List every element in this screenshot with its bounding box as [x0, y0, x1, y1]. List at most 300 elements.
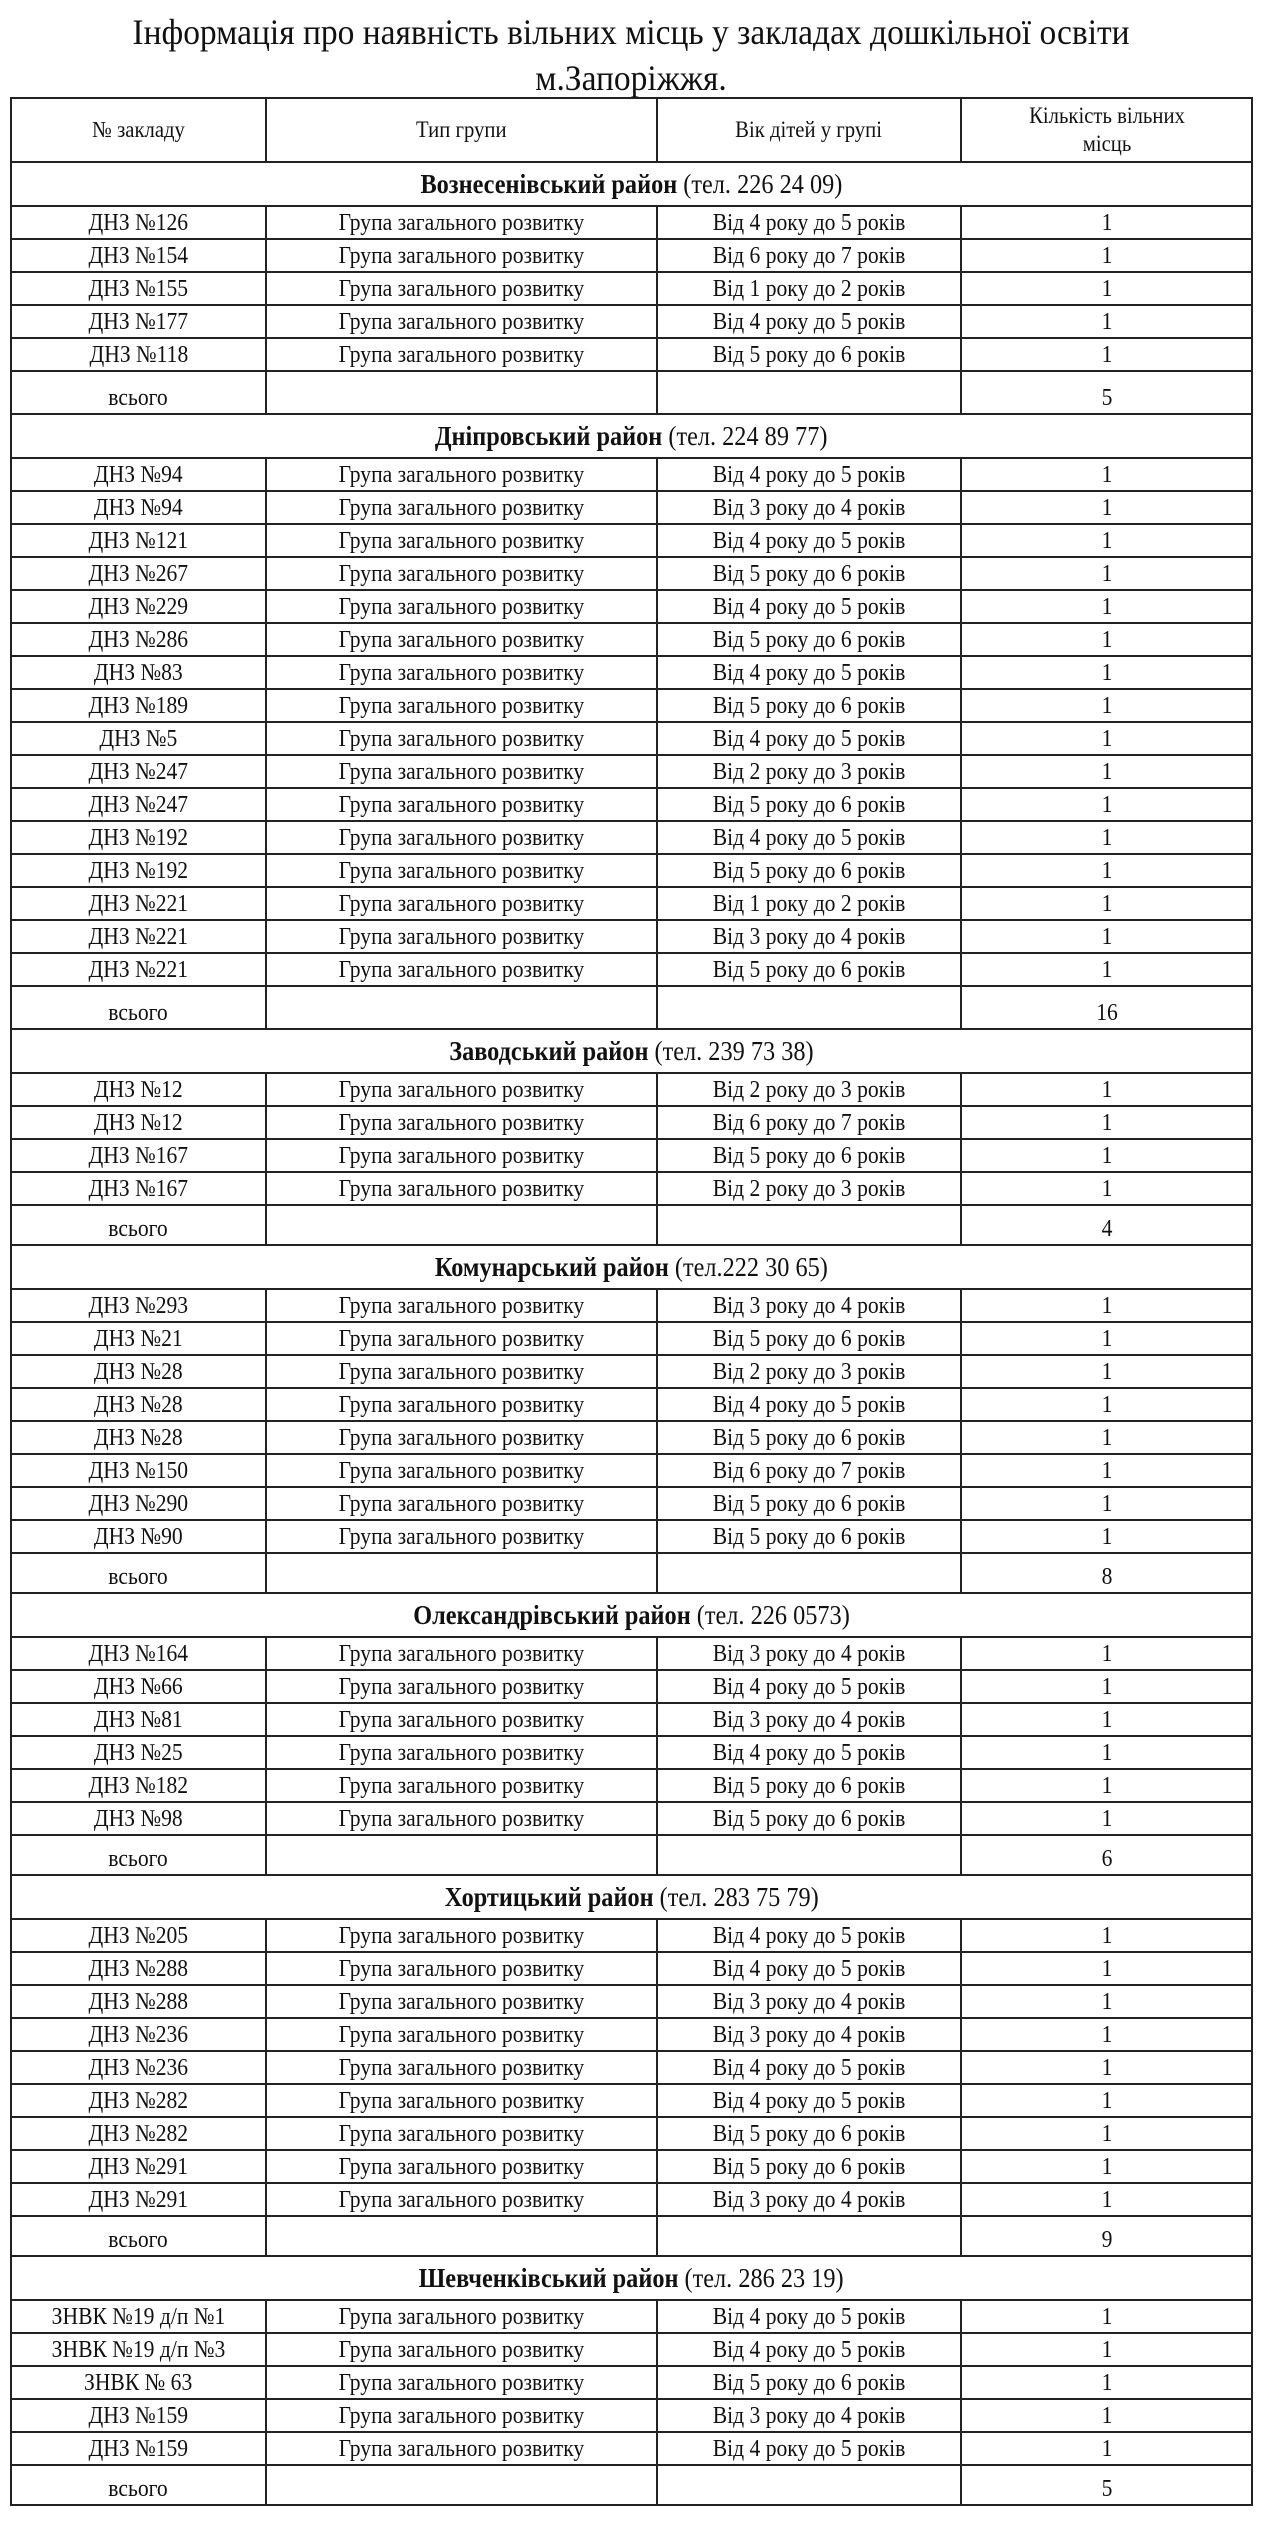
total-label-cell: всього [11, 2465, 266, 2505]
district-header-row [11, 1245, 1252, 1289]
table-row [11, 2018, 1252, 2051]
age-range-cell: Від 4 року до 5 років [657, 1736, 961, 1769]
institution-cell: ДНЗ №94 [11, 491, 266, 524]
age-range-cell: Від 4 року до 5 років [657, 1952, 961, 1985]
age-range-cell: Від 4 року до 5 років [657, 2300, 961, 2333]
institution-cell: ДНЗ №205 [11, 1919, 266, 1952]
table-row [11, 623, 1252, 656]
institution-cell: ЗНВК №19 д/п №3 [11, 2333, 266, 2366]
total-label-cell: всього [11, 1553, 266, 1593]
table-row [11, 338, 1252, 371]
table-row [11, 1289, 1252, 1322]
group-type-cell: Група загального розвитку [266, 2084, 657, 2117]
age-range-cell: Від 5 року до 6 років [657, 689, 961, 722]
table-row [11, 590, 1252, 623]
institution-cell: ДНЗ №182 [11, 1769, 266, 1802]
age-range-cell: Від 4 року до 5 років [657, 722, 961, 755]
group-type-cell: Група загального розвитку [266, 1736, 657, 1769]
institution-cell: ДНЗ №288 [11, 1985, 266, 2018]
group-type-cell: Група загального розвитку [266, 1454, 657, 1487]
empty-cell [266, 1553, 657, 1593]
vacancies-cell: 1 [961, 1670, 1252, 1703]
age-range-cell: Від 1 року до 2 років [657, 272, 961, 305]
vacancies-cell: 1 [961, 1454, 1252, 1487]
age-range-cell: Від 4 року до 5 років [657, 1388, 961, 1421]
age-range-cell: Від 4 року до 5 років [657, 2051, 961, 2084]
institution-cell: ДНЗ №291 [11, 2150, 266, 2183]
table-row [11, 1172, 1252, 1205]
institution-cell: ДНЗ №164 [11, 1637, 266, 1670]
table-row [11, 854, 1252, 887]
total-label-cell: всього [11, 986, 266, 1029]
age-range-cell: Від 4 року до 5 років [657, 458, 961, 491]
vacancies-cell: 1 [961, 2084, 1252, 2117]
institution-cell: ЗНВК № 63 [11, 2366, 266, 2399]
age-range-cell: Від 6 року до 7 років [657, 1454, 961, 1487]
group-type-cell: Група загального розвитку [266, 1289, 657, 1322]
table-row [11, 1919, 1252, 1952]
age-range-cell: Від 4 року до 5 років [657, 2432, 961, 2465]
age-range-cell: Від 3 року до 4 років [657, 920, 961, 953]
vacancies-cell: 1 [961, 2300, 1252, 2333]
institution-cell: ДНЗ №90 [11, 1520, 266, 1553]
vacancies-cell: 1 [961, 1322, 1252, 1355]
institution-cell: ДНЗ №98 [11, 1802, 266, 1835]
district-header-row [11, 1875, 1252, 1919]
vacancies-cell: 1 [961, 1139, 1252, 1172]
document-title-line-2: м.Запоріжжя. [535, 58, 727, 98]
age-range-cell: Від 5 року до 6 років [657, 953, 961, 986]
district-header-row [11, 1593, 1252, 1637]
table-row [11, 2051, 1252, 2084]
group-type-cell: Група загального розвитку [266, 272, 657, 305]
vacancies-cell: 1 [961, 239, 1252, 272]
vacancies-cell: 1 [961, 2432, 1252, 2465]
vacancies-cell: 1 [961, 623, 1252, 656]
vacancies-cell: 1 [961, 206, 1252, 239]
table-row [11, 788, 1252, 821]
age-range-cell: Від 5 року до 6 років [657, 338, 961, 371]
empty-cell [266, 986, 657, 1029]
column-header-age: Вік дітей у групі [657, 98, 961, 162]
vacancies-cell: 1 [961, 722, 1252, 755]
district-total-row [11, 371, 1252, 414]
district-total-row [11, 2216, 1252, 2256]
document-title-line-1: Інформація про наявність вільних місць у закладах дошкільної освіти [132, 12, 1130, 52]
group-type-cell: Група загального розвитку [266, 920, 657, 953]
group-type-cell: Група загального розвитку [266, 206, 657, 239]
vacancies-cell: 1 [961, 821, 1252, 854]
institution-cell: ДНЗ №192 [11, 821, 266, 854]
group-type-cell: Група загального розвитку [266, 2117, 657, 2150]
age-range-cell: Від 2 року до 3 років [657, 1073, 961, 1106]
age-range-cell: Від 4 року до 5 років [657, 2333, 961, 2366]
vacancies-cell: 1 [961, 1172, 1252, 1205]
table-row [11, 689, 1252, 722]
table-row [11, 1388, 1252, 1421]
district-total-row [11, 1835, 1252, 1875]
age-range-cell: Від 5 року до 6 років [657, 1139, 961, 1172]
table-row [11, 1952, 1252, 1985]
table-row [11, 2183, 1252, 2216]
table-row [11, 239, 1252, 272]
group-type-cell: Група загального розвитку [266, 755, 657, 788]
vacancies-cell: 1 [961, 2117, 1252, 2150]
vacancies-cell: 1 [961, 272, 1252, 305]
district-header-row [11, 2256, 1252, 2300]
vacancies-cell: 1 [961, 854, 1252, 887]
table-row [11, 1454, 1252, 1487]
column-header-vacancies: Кількість вільних місць [961, 98, 1252, 162]
district-name: Комунарський район [434, 1252, 669, 1282]
table-row [11, 920, 1252, 953]
vacancies-cell: 1 [961, 1985, 1252, 2018]
group-type-cell: Група загального розвитку [266, 1637, 657, 1670]
institution-cell: ДНЗ №247 [11, 788, 266, 821]
vacancies-cell: 1 [961, 458, 1252, 491]
vacancies-cell: 1 [961, 2333, 1252, 2366]
group-type-cell: Група загального розвитку [266, 1073, 657, 1106]
institution-cell: ДНЗ №155 [11, 272, 266, 305]
institution-cell: ДНЗ №247 [11, 755, 266, 788]
table-row [11, 2333, 1252, 2366]
group-type-cell: Група загального розвитку [266, 1985, 657, 2018]
age-range-cell: Від 4 року до 5 років [657, 524, 961, 557]
age-range-cell: Від 4 року до 5 років [657, 590, 961, 623]
vacancies-cell: 1 [961, 689, 1252, 722]
table-row [11, 272, 1252, 305]
group-type-cell: Група загального розвитку [266, 2300, 657, 2333]
group-type-cell: Група загального розвитку [266, 2399, 657, 2432]
empty-cell [657, 1835, 961, 1875]
group-type-cell: Група загального розвитку [266, 1919, 657, 1952]
vacancies-cell: 1 [961, 1802, 1252, 1835]
group-type-cell: Група загального розвитку [266, 1139, 657, 1172]
table-row [11, 206, 1252, 239]
table-row [11, 1736, 1252, 1769]
group-type-cell: Група загального розвитку [266, 1670, 657, 1703]
total-label-cell: всього [11, 2216, 266, 2256]
age-range-cell: Від 6 року до 7 років [657, 239, 961, 272]
institution-cell: ДНЗ №118 [11, 338, 266, 371]
group-type-cell: Група загального розвитку [266, 305, 657, 338]
vacancies-cell: 1 [961, 2051, 1252, 2084]
age-range-cell: Від 3 року до 4 років [657, 1637, 961, 1670]
column-header-group-type: Тип групи [266, 98, 657, 162]
institution-cell: ДНЗ №192 [11, 854, 266, 887]
institution-cell: ДНЗ №288 [11, 1952, 266, 1985]
empty-cell [266, 1205, 657, 1245]
institution-cell: ДНЗ №28 [11, 1355, 266, 1388]
age-range-cell: Від 3 року до 4 років [657, 1985, 961, 2018]
institution-cell: ЗНВК №19 д/п №1 [11, 2300, 266, 2333]
group-type-cell: Група загального розвитку [266, 1106, 657, 1139]
age-range-cell: Від 3 року до 4 років [657, 2018, 961, 2051]
vacancies-cell: 1 [961, 524, 1252, 557]
district-total-row [11, 986, 1252, 1029]
group-type-cell: Група загального розвитку [266, 656, 657, 689]
group-type-cell: Група загального розвитку [266, 1952, 657, 1985]
table-row [11, 1637, 1252, 1670]
district-header-cell [11, 162, 1252, 206]
table-row [11, 2366, 1252, 2399]
institution-cell: ДНЗ №12 [11, 1073, 266, 1106]
age-range-cell: Від 5 року до 6 років [657, 1802, 961, 1835]
age-range-cell: Від 6 року до 7 років [657, 1106, 961, 1139]
table-row [11, 1703, 1252, 1736]
group-type-cell: Група загального розвитку [266, 788, 657, 821]
age-range-cell: Від 5 року до 6 років [657, 1421, 961, 1454]
vacancies-cell: 1 [961, 1388, 1252, 1421]
table-row [11, 1985, 1252, 2018]
empty-cell [657, 1553, 961, 1593]
district-header-cell [11, 1875, 1252, 1919]
age-range-cell: Від 2 року до 3 років [657, 755, 961, 788]
institution-cell: ДНЗ №221 [11, 920, 266, 953]
empty-cell [266, 2465, 657, 2505]
age-range-cell: Від 4 року до 5 років [657, 2084, 961, 2117]
district-header-cell [11, 1593, 1252, 1637]
group-type-cell: Група загального розвитку [266, 557, 657, 590]
district-name: Дніпровський район [435, 421, 663, 451]
vacancies-cell: 1 [961, 1520, 1252, 1553]
vacancies-cell: 1 [961, 788, 1252, 821]
group-type-cell: Група загального розвитку [266, 1172, 657, 1205]
table-row [11, 1487, 1252, 1520]
empty-cell [266, 371, 657, 414]
district-header-row [11, 414, 1252, 458]
district-total-row [11, 1205, 1252, 1245]
vacancies-cell: 1 [961, 590, 1252, 623]
empty-cell [266, 1835, 657, 1875]
age-range-cell: Від 5 року до 6 років [657, 2117, 961, 2150]
age-range-cell: Від 5 року до 6 років [657, 1487, 961, 1520]
district-total-row [11, 2465, 1252, 2505]
group-type-cell: Група загального розвитку [266, 1322, 657, 1355]
district-header-cell [11, 1029, 1252, 1073]
table-row [11, 2084, 1252, 2117]
vacancies-cell: 1 [961, 755, 1252, 788]
vacancies-cell: 1 [961, 1637, 1252, 1670]
vacancies-table [10, 97, 1253, 2506]
institution-cell: ДНЗ №126 [11, 206, 266, 239]
group-type-cell: Група загального розвитку [266, 491, 657, 524]
institution-cell: ДНЗ №221 [11, 953, 266, 986]
institution-cell: ДНЗ №159 [11, 2399, 266, 2432]
age-range-cell: Від 5 року до 6 років [657, 1520, 961, 1553]
age-range-cell: Від 1 року до 2 років [657, 887, 961, 920]
group-type-cell: Група загального розвитку [266, 1802, 657, 1835]
group-type-cell: Група загального розвитку [266, 458, 657, 491]
district-phone: (тел. 226 0573) [696, 1600, 850, 1630]
table-row [11, 1520, 1252, 1553]
vacancies-cell: 1 [961, 887, 1252, 920]
total-value-cell: 4 [961, 1205, 1252, 1245]
age-range-cell: Від 4 року до 5 років [657, 821, 961, 854]
group-type-cell: Група загального розвитку [266, 887, 657, 920]
empty-cell [657, 371, 961, 414]
group-type-cell: Група загального розвитку [266, 2432, 657, 2465]
district-header-row [11, 162, 1252, 206]
institution-cell: ДНЗ №81 [11, 1703, 266, 1736]
group-type-cell: Група загального розвитку [266, 239, 657, 272]
group-type-cell: Група загального розвитку [266, 1355, 657, 1388]
group-type-cell: Група загального розвитку [266, 689, 657, 722]
institution-cell: ДНЗ №121 [11, 524, 266, 557]
district-name: Олександрівський район [413, 1600, 691, 1630]
group-type-cell: Група загального розвитку [266, 590, 657, 623]
vacancies-cell: 1 [961, 2399, 1252, 2432]
table-header-row [11, 98, 1252, 162]
table-row [11, 887, 1252, 920]
institution-cell: ДНЗ №21 [11, 1322, 266, 1355]
institution-cell: ДНЗ №25 [11, 1736, 266, 1769]
district-header-row [11, 1029, 1252, 1073]
institution-cell: ДНЗ №221 [11, 887, 266, 920]
age-range-cell: Від 5 року до 6 років [657, 2150, 961, 2183]
vacancies-cell: 1 [961, 2018, 1252, 2051]
group-type-cell: Група загального розвитку [266, 1520, 657, 1553]
group-type-cell: Група загального розвитку [266, 2051, 657, 2084]
column-header-institution: № закладу [11, 98, 266, 162]
vacancies-cell: 1 [961, 656, 1252, 689]
institution-cell: ДНЗ №5 [11, 722, 266, 755]
group-type-cell: Група загального розвитку [266, 2018, 657, 2051]
group-type-cell: Група загального розвитку [266, 2333, 657, 2366]
institution-cell: ДНЗ №282 [11, 2117, 266, 2150]
district-phone: (тел.222 30 65) [675, 1252, 829, 1282]
empty-cell [657, 986, 961, 1029]
group-type-cell: Група загального розвитку [266, 1421, 657, 1454]
district-phone: (тел. 239 73 38) [654, 1036, 814, 1066]
age-range-cell: Від 5 року до 6 років [657, 557, 961, 590]
table-row [11, 2399, 1252, 2432]
age-range-cell: Від 3 року до 4 років [657, 1703, 961, 1736]
age-range-cell: Від 3 року до 4 років [657, 491, 961, 524]
empty-cell [266, 2216, 657, 2256]
age-range-cell: Від 4 року до 5 років [657, 1919, 961, 1952]
total-label-cell: всього [11, 1835, 266, 1875]
table-row [11, 491, 1252, 524]
district-name: Шевченківський район [418, 2263, 679, 2293]
table-row [11, 2117, 1252, 2150]
district-name: Заводський район [449, 1036, 649, 1066]
table-row [11, 1421, 1252, 1454]
vacancies-cell: 1 [961, 338, 1252, 371]
vacancies-cell: 1 [961, 2366, 1252, 2399]
table-row [11, 1106, 1252, 1139]
age-range-cell: Від 5 року до 6 років [657, 1769, 961, 1802]
institution-cell: ДНЗ №229 [11, 590, 266, 623]
institution-cell: ДНЗ №286 [11, 623, 266, 656]
age-range-cell: Від 2 року до 3 років [657, 1355, 961, 1388]
institution-cell: ДНЗ №236 [11, 2051, 266, 2084]
group-type-cell: Група загального розвитку [266, 1487, 657, 1520]
age-range-cell: Від 5 року до 6 років [657, 788, 961, 821]
institution-cell: ДНЗ №94 [11, 458, 266, 491]
group-type-cell: Група загального розвитку [266, 623, 657, 656]
table-row [11, 1670, 1252, 1703]
institution-cell: ДНЗ №291 [11, 2183, 266, 2216]
age-range-cell: Від 5 року до 6 років [657, 1322, 961, 1355]
district-name: Хортицький район [444, 1882, 654, 1912]
vacancies-cell: 1 [961, 2183, 1252, 2216]
table-row [11, 1355, 1252, 1388]
institution-cell: ДНЗ №28 [11, 1388, 266, 1421]
institution-cell: ДНЗ №267 [11, 557, 266, 590]
vacancies-cell: 1 [961, 1736, 1252, 1769]
vacancies-cell: 1 [961, 1073, 1252, 1106]
vacancies-cell: 1 [961, 1769, 1252, 1802]
total-value-cell: 16 [961, 986, 1252, 1029]
group-type-cell: Група загального розвитку [266, 2183, 657, 2216]
table-row [11, 2432, 1252, 2465]
institution-cell: ДНЗ №293 [11, 1289, 266, 1322]
group-type-cell: Група загального розвитку [266, 338, 657, 371]
institution-cell: ДНЗ №66 [11, 1670, 266, 1703]
age-range-cell: Від 3 року до 4 років [657, 2399, 961, 2432]
district-header-cell [11, 414, 1252, 458]
table-row [11, 524, 1252, 557]
vacancies-cell: 1 [961, 1355, 1252, 1388]
district-phone: (тел. 283 75 79) [659, 1882, 819, 1912]
age-range-cell: Від 5 року до 6 років [657, 623, 961, 656]
institution-cell: ДНЗ №236 [11, 2018, 266, 2051]
table-row [11, 656, 1252, 689]
vacancies-cell: 1 [961, 491, 1252, 524]
group-type-cell: Група загального розвитку [266, 2366, 657, 2399]
vacancies-cell: 1 [961, 1289, 1252, 1322]
group-type-cell: Група загального розвитку [266, 1703, 657, 1736]
district-name: Вознесенівський район [420, 169, 678, 199]
vacancies-cell: 1 [961, 1487, 1252, 1520]
total-value-cell: 5 [961, 2465, 1252, 2505]
institution-cell: ДНЗ №12 [11, 1106, 266, 1139]
age-range-cell: Від 5 року до 6 років [657, 854, 961, 887]
vacancies-cell: 1 [961, 557, 1252, 590]
table-row [11, 1322, 1252, 1355]
table-row [11, 953, 1252, 986]
empty-cell [657, 1205, 961, 1245]
total-value-cell: 5 [961, 371, 1252, 414]
district-phone: (тел. 286 23 19) [684, 2263, 844, 2293]
total-value-cell: 9 [961, 2216, 1252, 2256]
age-range-cell: Від 4 року до 5 років [657, 206, 961, 239]
vacancies-cell: 1 [961, 1952, 1252, 1985]
vacancies-cell: 1 [961, 2150, 1252, 2183]
group-type-cell: Група загального розвитку [266, 953, 657, 986]
group-type-cell: Група загального розвитку [266, 2150, 657, 2183]
total-value-cell: 6 [961, 1835, 1252, 1875]
table-row [11, 755, 1252, 788]
institution-cell: ДНЗ №167 [11, 1172, 266, 1205]
table-row [11, 2150, 1252, 2183]
age-range-cell: Від 4 року до 5 років [657, 656, 961, 689]
vacancies-cell: 1 [961, 305, 1252, 338]
table-row [11, 1769, 1252, 1802]
group-type-cell: Група загального розвитку [266, 1388, 657, 1421]
age-range-cell: Від 2 року до 3 років [657, 1172, 961, 1205]
district-phone: (тел. 226 24 09) [683, 169, 843, 199]
district-header-cell [11, 2256, 1252, 2300]
institution-cell: ДНЗ №290 [11, 1487, 266, 1520]
table-row [11, 722, 1252, 755]
table-row [11, 557, 1252, 590]
age-range-cell: Від 4 року до 5 років [657, 305, 961, 338]
group-type-cell: Група загального розвитку [266, 722, 657, 755]
institution-cell: ДНЗ №83 [11, 656, 266, 689]
institution-cell: ДНЗ №167 [11, 1139, 266, 1172]
